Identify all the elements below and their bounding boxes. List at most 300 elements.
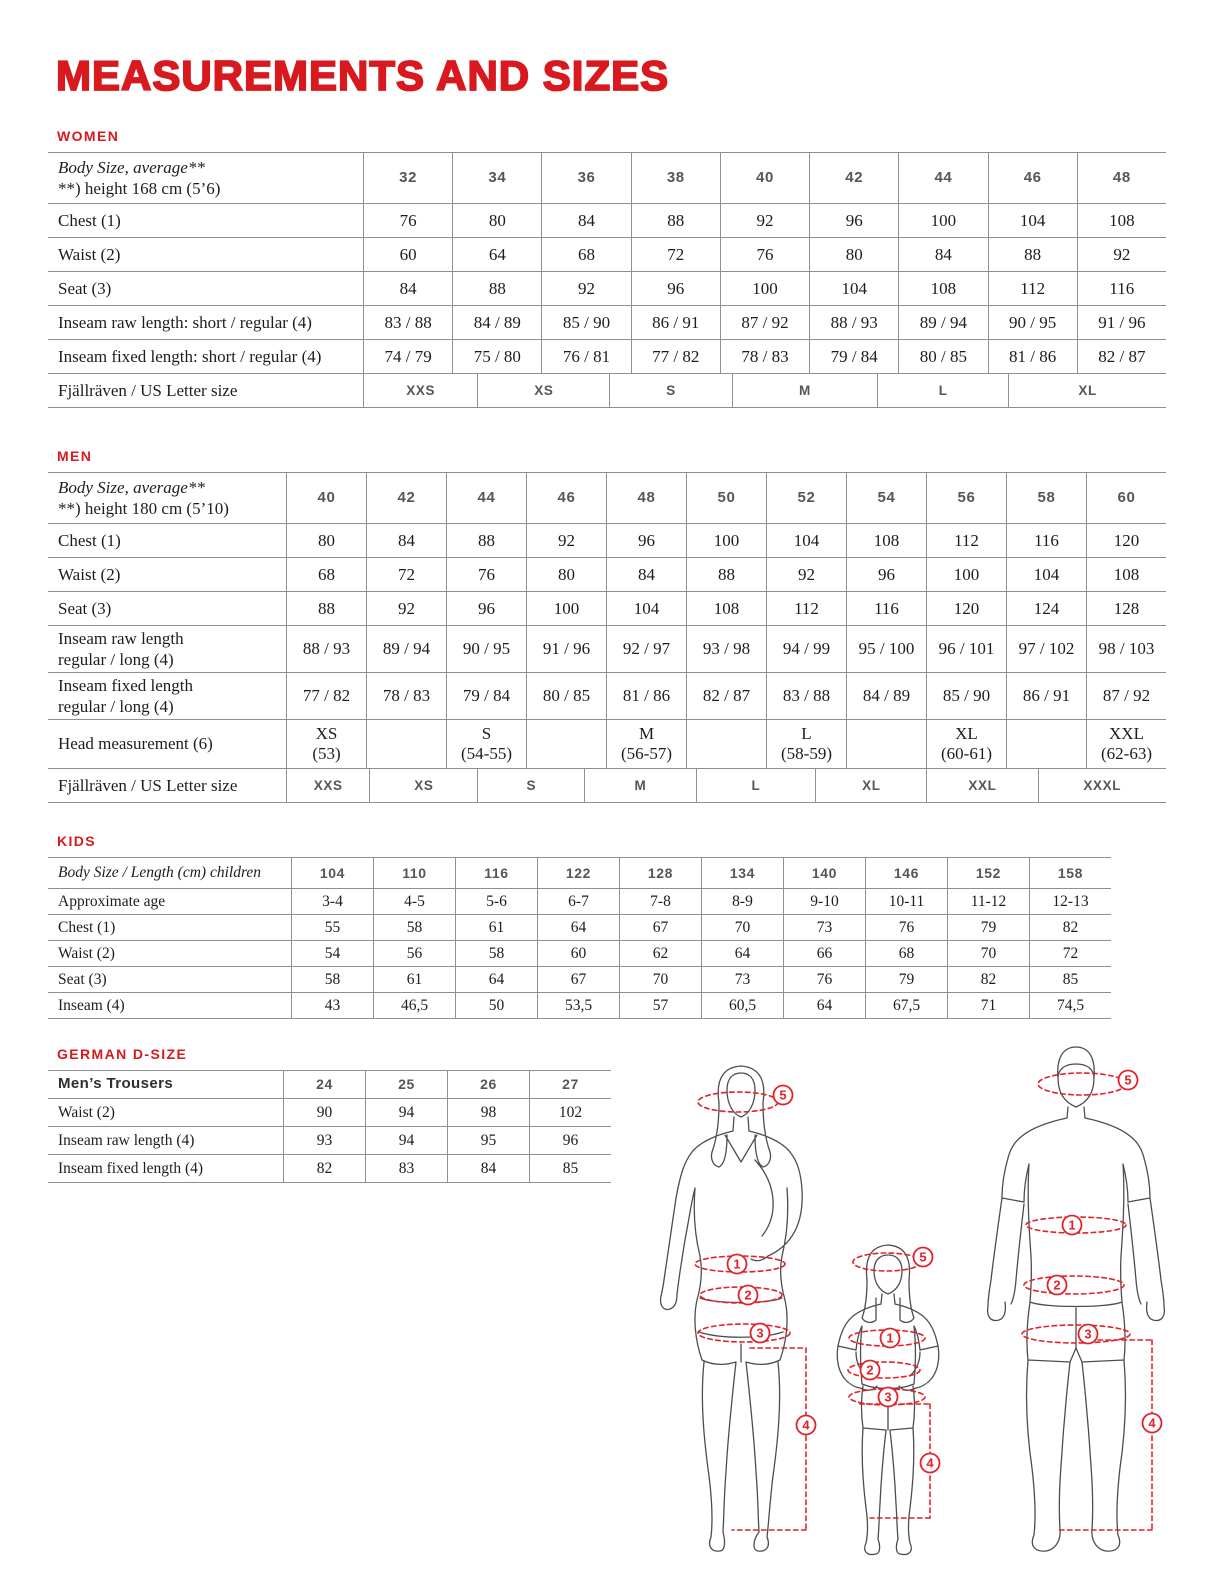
kids-measure-cell: 74,5 — [1029, 993, 1111, 1018]
men-measure-cell: 104 — [1006, 558, 1086, 591]
kids-measure-cell: 64 — [537, 915, 619, 940]
men-letter-size-cell: S — [477, 769, 584, 802]
women-size-header: 42 — [809, 153, 898, 203]
woman-waist-badge-number: 2 — [744, 1287, 752, 1303]
kids-row — [48, 966, 1111, 992]
women-row-label — [48, 272, 363, 305]
men-measure-cell: 116 — [846, 592, 926, 625]
women-measure-cell: 84 — [363, 272, 452, 305]
man-waist-measure-line — [1024, 1276, 1124, 1294]
men-row-label — [48, 673, 286, 719]
kids-size-header: 146 — [865, 858, 947, 888]
kids-measure-cell: 67,5 — [865, 993, 947, 1018]
men-head-measurement-cell — [1006, 720, 1086, 768]
german-header-label-line1: Men’s Trousers — [58, 1075, 174, 1093]
kids-measure-cell: 10-11 — [865, 889, 947, 914]
men-measure-cell: 96 — [606, 524, 686, 557]
kids-measure-cell: 55 — [291, 915, 373, 940]
women-size-table — [48, 152, 1166, 408]
men-measure-cell: 96 — [446, 592, 526, 625]
kids-row-label — [48, 993, 291, 1018]
men-letter-size-cell: XL — [815, 769, 926, 802]
men-measure-cell: 79 / 84 — [446, 673, 526, 719]
german-row-label-text: Inseam fixed length (4) — [58, 1159, 204, 1177]
women-letter-size-cell: S — [609, 374, 731, 407]
kids-measure-cell: 58 — [291, 967, 373, 992]
kids-row-label — [48, 941, 291, 966]
men-head-size: XS — [315, 724, 338, 744]
kids-row-label-text: Inseam (4) — [58, 996, 125, 1014]
child-head-badge-number: 5 — [919, 1249, 927, 1265]
german-measure-cell: 82 — [283, 1155, 365, 1182]
kids-measure-cell: 4-5 — [373, 889, 455, 914]
kids-measure-cell: 61 — [455, 915, 537, 940]
women-measure-cell: 116 — [1077, 272, 1166, 305]
women-letter-size-cell: XS — [477, 374, 609, 407]
women-measure-cell: 74 / 79 — [363, 340, 452, 373]
child-head-badge — [914, 1248, 933, 1267]
men-row — [48, 523, 1166, 557]
men-header-label — [48, 473, 286, 523]
german-row-label-text: Inseam raw length (4) — [58, 1131, 195, 1149]
german-size-header: 27 — [529, 1071, 611, 1098]
german-size-header: 24 — [283, 1071, 365, 1098]
men-measure-cell: 116 — [1006, 524, 1086, 557]
women-measure-cell: 91 / 96 — [1077, 306, 1166, 339]
man-chest-badge — [1063, 1216, 1082, 1235]
figures-illustration — [620, 1040, 1214, 1596]
men-head-range: (53) — [312, 744, 341, 763]
child-waist-measure-line — [848, 1362, 920, 1378]
woman-inseam-measure-line — [732, 1348, 806, 1530]
women-measure-cell: 83 / 88 — [363, 306, 452, 339]
man-seat-badge — [1079, 1325, 1098, 1344]
woman-head-badge — [774, 1086, 793, 1105]
men-measure-cell: 120 — [926, 592, 1006, 625]
child-inseam-measure-line — [860, 1404, 930, 1518]
kids-header-row — [48, 857, 1111, 888]
kids-size-table — [48, 857, 1111, 1019]
kids-measure-cell: 79 — [865, 967, 947, 992]
woman-seat-badge — [751, 1324, 770, 1343]
men-measure-cell: 94 / 99 — [766, 626, 846, 672]
men-letter-size-cell: XS — [369, 769, 477, 802]
men-head-measurement-cell — [926, 720, 1006, 768]
men-head-measurement-cell — [286, 720, 366, 768]
german-measure-cell: 94 — [365, 1127, 447, 1154]
measurement-figures — [620, 1040, 1214, 1596]
german-header-label — [48, 1071, 283, 1098]
kids-measure-cell: 72 — [1029, 941, 1111, 966]
men-measure-cell: 88 — [286, 592, 366, 625]
women-measure-cell: 78 / 83 — [720, 340, 809, 373]
women-measure-cell: 84 / 89 — [452, 306, 541, 339]
women-measure-cell: 81 / 86 — [988, 340, 1077, 373]
women-measure-cell: 104 — [809, 272, 898, 305]
kids-measure-cell: 82 — [1029, 915, 1111, 940]
kids-size-header: 104 — [291, 858, 373, 888]
women-measure-cell: 90 / 95 — [988, 306, 1077, 339]
kids-measure-cell: 50 — [455, 993, 537, 1018]
men-head-size: XXL — [1109, 724, 1144, 744]
child-head-measure-line — [853, 1253, 921, 1271]
man-inseam-badge-number: 4 — [1148, 1415, 1156, 1431]
women-row-label — [48, 306, 363, 339]
man-seat-badge-number: 3 — [1084, 1326, 1092, 1342]
men-measure-cell: 72 — [366, 558, 446, 591]
men-size-header: 46 — [526, 473, 606, 523]
men-head-measurement-cell — [366, 720, 446, 768]
kids-measure-cell: 82 — [947, 967, 1029, 992]
men-measure-cell: 96 — [846, 558, 926, 591]
german-row-label — [48, 1127, 283, 1154]
women-row — [48, 339, 1166, 373]
kids-measure-cell: 61 — [373, 967, 455, 992]
women-size-header: 36 — [541, 153, 630, 203]
men-measure-cell: 92 — [526, 524, 606, 557]
men-measure-cell: 85 / 90 — [926, 673, 1006, 719]
women-letter-size-row — [48, 373, 1166, 407]
kids-size-header: 116 — [455, 858, 537, 888]
men-size-header: 56 — [926, 473, 1006, 523]
men-row-label-text: Waist (2) — [58, 564, 121, 584]
men-letter-size-cell: XXXL — [1038, 769, 1167, 802]
women-header-label — [48, 153, 363, 203]
man-waist-badge — [1048, 1276, 1067, 1295]
kids-measure-cell: 53,5 — [537, 993, 619, 1018]
women-row-label-text: Waist (2) — [58, 244, 121, 264]
men-head-measurement-cell — [606, 720, 686, 768]
man-figure-outline — [988, 1047, 1165, 1551]
men-row — [48, 672, 1166, 719]
men-head-size: XL — [955, 724, 978, 744]
women-measure-cell: 85 / 90 — [541, 306, 630, 339]
men-size-header: 42 — [366, 473, 446, 523]
kids-row — [48, 992, 1111, 1018]
men-head-measurement-cell — [526, 720, 606, 768]
women-letter-size-cell: XL — [1008, 374, 1166, 407]
women-row — [48, 237, 1166, 271]
men-measure-cell: 108 — [1086, 558, 1166, 591]
section-label-kids: KIDS — [57, 833, 97, 849]
german-measure-cell: 83 — [365, 1155, 447, 1182]
men-head-range: (56-57) — [621, 744, 672, 763]
men-measure-cell: 124 — [1006, 592, 1086, 625]
kids-row-label — [48, 889, 291, 914]
men-measure-cell: 92 / 97 — [606, 626, 686, 672]
men-size-header: 48 — [606, 473, 686, 523]
women-header-label-line1: Body Size, average** — [58, 157, 205, 177]
women-row — [48, 305, 1166, 339]
women-measure-cell: 88 — [631, 204, 720, 237]
german-measure-cell: 96 — [529, 1127, 611, 1154]
men-measure-cell: 104 — [606, 592, 686, 625]
women-measure-cell: 84 — [898, 238, 987, 271]
men-measure-cell: 100 — [926, 558, 1006, 591]
women-row-label-text: Seat (3) — [58, 278, 112, 298]
men-measure-cell: 83 / 88 — [766, 673, 846, 719]
kids-size-header: 140 — [783, 858, 865, 888]
man-inseam-measure-line — [1058, 1340, 1152, 1530]
women-letter-size-cell: XXS — [363, 374, 477, 407]
men-measure-cell: 84 / 89 — [846, 673, 926, 719]
kids-size-header: 134 — [701, 858, 783, 888]
kids-measure-cell: 54 — [291, 941, 373, 966]
kids-measure-cell: 71 — [947, 993, 1029, 1018]
men-head-size: M — [638, 724, 655, 744]
kids-measure-cell: 64 — [701, 941, 783, 966]
kids-measure-cell: 76 — [783, 967, 865, 992]
women-measure-cell: 86 / 91 — [631, 306, 720, 339]
men-measure-cell: 128 — [1086, 592, 1166, 625]
german-header-row — [48, 1070, 611, 1098]
men-header-label-line2: **) height 180 cm (5’10) — [58, 499, 229, 518]
women-letter-size-label — [48, 374, 363, 407]
men-measure-cell: 88 — [686, 558, 766, 591]
kids-row-label-text: Waist (2) — [58, 944, 115, 962]
women-measure-cell: 92 — [720, 204, 809, 237]
women-measure-cell: 60 — [363, 238, 452, 271]
men-size-header: 60 — [1086, 473, 1166, 523]
kids-measure-cell: 67 — [619, 915, 701, 940]
men-head-measurement-cell — [766, 720, 846, 768]
men-head-measurement-row — [48, 719, 1166, 768]
men-row-label — [48, 626, 286, 672]
men-measure-cell: 108 — [686, 592, 766, 625]
men-head-measurement-cell — [446, 720, 526, 768]
section-women — [48, 128, 1166, 408]
kids-size-header: 128 — [619, 858, 701, 888]
women-row-label — [48, 238, 363, 271]
men-head-measurement-label — [48, 720, 286, 768]
man-waist-badge-number: 2 — [1053, 1277, 1061, 1293]
kids-header-label-line1: Body Size / Length (cm) children — [58, 864, 262, 882]
women-size-header: 38 — [631, 153, 720, 203]
women-row — [48, 271, 1166, 305]
kids-measure-cell: 73 — [783, 915, 865, 940]
men-row-label-line2: regular / long (4) — [58, 650, 174, 669]
women-letter-size-label-text: Fjällräven / US Letter size — [58, 380, 238, 400]
women-letter-size-cell: M — [732, 374, 877, 407]
german-measure-cell: 95 — [447, 1127, 529, 1154]
women-measure-cell: 80 / 85 — [898, 340, 987, 373]
child-chest-badge — [881, 1329, 900, 1348]
women-measure-cell: 64 — [452, 238, 541, 271]
kids-measure-cell: 79 — [947, 915, 1029, 940]
women-measure-cell: 96 — [631, 272, 720, 305]
men-row-label — [48, 592, 286, 625]
men-measure-cell: 80 / 85 — [526, 673, 606, 719]
woman-seat-measure-line — [698, 1324, 790, 1342]
man-head-badge — [1119, 1071, 1138, 1090]
men-row-label — [48, 558, 286, 591]
women-header-row — [48, 152, 1166, 203]
women-measure-cell: 88 — [452, 272, 541, 305]
men-size-header: 44 — [446, 473, 526, 523]
women-measure-cell: 76 — [363, 204, 452, 237]
kids-measure-cell: 12-13 — [1029, 889, 1111, 914]
women-header-label-line2: **) height 168 cm (5’6) — [58, 179, 221, 198]
men-measure-cell: 80 — [526, 558, 606, 591]
women-measure-cell: 82 / 87 — [1077, 340, 1166, 373]
kids-measure-cell: 11-12 — [947, 889, 1029, 914]
kids-row-label — [48, 915, 291, 940]
section-label-men: MEN — [57, 448, 93, 464]
german-row-label-text: Waist (2) — [58, 1103, 115, 1121]
women-measure-cell: 100 — [898, 204, 987, 237]
men-letter-size-cell: M — [584, 769, 695, 802]
child-figure — [837, 1245, 939, 1555]
kids-measure-cell: 62 — [619, 941, 701, 966]
child-seat-badge — [879, 1388, 898, 1407]
kids-row — [48, 888, 1111, 914]
women-size-header: 44 — [898, 153, 987, 203]
german-size-table — [48, 1070, 611, 1183]
men-measure-cell: 112 — [766, 592, 846, 625]
men-letter-size-label-text: Fjällräven / US Letter size — [58, 775, 238, 795]
women-measure-cell: 104 — [988, 204, 1077, 237]
women-letter-size-cell: L — [877, 374, 1008, 407]
men-measure-cell: 76 — [446, 558, 526, 591]
men-row — [48, 557, 1166, 591]
women-measure-cell: 92 — [1077, 238, 1166, 271]
women-measure-cell: 100 — [720, 272, 809, 305]
kids-measure-cell: 73 — [701, 967, 783, 992]
women-measure-cell: 88 — [988, 238, 1077, 271]
men-head-range: (60-61) — [941, 744, 992, 763]
women-measure-cell: 77 / 82 — [631, 340, 720, 373]
men-head-range: (54-55) — [461, 744, 512, 763]
german-size-header: 25 — [365, 1071, 447, 1098]
men-measure-cell: 97 / 102 — [1006, 626, 1086, 672]
men-measure-cell: 78 / 83 — [366, 673, 446, 719]
kids-header-label — [48, 858, 291, 888]
women-measure-cell: 76 / 81 — [541, 340, 630, 373]
kids-measure-cell: 58 — [373, 915, 455, 940]
men-head-measurement-cell — [846, 720, 926, 768]
german-row-label — [48, 1155, 283, 1182]
woman-inseam-badge-number: 4 — [802, 1417, 810, 1433]
kids-row — [48, 914, 1111, 940]
women-row-label-text: Inseam raw length: short / regular (4) — [58, 312, 312, 332]
men-row-label-line2: regular / long (4) — [58, 697, 174, 716]
men-measure-cell: 86 / 91 — [1006, 673, 1086, 719]
kids-measure-cell: 57 — [619, 993, 701, 1018]
men-measure-cell: 88 — [446, 524, 526, 557]
women-row-label-text: Chest (1) — [58, 210, 121, 230]
women-measure-cell: 80 — [452, 204, 541, 237]
german-measure-cell: 85 — [529, 1155, 611, 1182]
men-measure-cell: 100 — [526, 592, 606, 625]
kids-row-label-text: Approximate age — [58, 892, 166, 910]
kids-measure-cell: 76 — [865, 915, 947, 940]
kids-measure-cell: 6-7 — [537, 889, 619, 914]
page-title: MEASUREMENTS AND SIZES — [56, 52, 670, 99]
kids-measure-cell: 7-8 — [619, 889, 701, 914]
kids-measure-cell: 70 — [701, 915, 783, 940]
women-measure-cell: 108 — [1077, 204, 1166, 237]
men-measure-cell: 90 / 95 — [446, 626, 526, 672]
man-head-measure-line — [1038, 1073, 1126, 1095]
section-label-women: WOMEN — [57, 128, 120, 144]
men-measure-cell: 92 — [766, 558, 846, 591]
men-measure-cell: 87 / 92 — [1086, 673, 1166, 719]
women-size-header: 46 — [988, 153, 1077, 203]
women-row-label — [48, 340, 363, 373]
men-letter-size-label — [48, 769, 286, 802]
men-head-size: S — [481, 724, 492, 744]
women-measure-cell: 84 — [541, 204, 630, 237]
german-measure-cell: 94 — [365, 1099, 447, 1126]
kids-measure-cell: 56 — [373, 941, 455, 966]
men-row-label-line1: Inseam fixed length — [58, 675, 194, 695]
german-measure-cell: 102 — [529, 1099, 611, 1126]
men-header-row — [48, 472, 1166, 523]
women-row-label-text: Inseam fixed length: short / regular (4) — [58, 346, 322, 366]
men-head-measurement-cell — [1086, 720, 1166, 768]
men-size-header: 54 — [846, 473, 926, 523]
men-measure-cell: 77 / 82 — [286, 673, 366, 719]
women-measure-cell: 79 / 84 — [809, 340, 898, 373]
woman-chest-badge — [728, 1255, 747, 1274]
german-row — [48, 1154, 611, 1182]
women-size-header: 40 — [720, 153, 809, 203]
kids-size-header: 122 — [537, 858, 619, 888]
german-row — [48, 1126, 611, 1154]
women-size-header: 34 — [452, 153, 541, 203]
kids-measure-cell: 8-9 — [701, 889, 783, 914]
women-measure-cell: 89 / 94 — [898, 306, 987, 339]
section-german-d-size — [48, 1046, 611, 1183]
kids-measure-cell: 64 — [455, 967, 537, 992]
women-measure-cell: 92 — [541, 272, 630, 305]
kids-size-header: 152 — [947, 858, 1029, 888]
men-measure-cell: 108 — [846, 524, 926, 557]
men-measure-cell: 98 / 103 — [1086, 626, 1166, 672]
men-measure-cell: 95 / 100 — [846, 626, 926, 672]
men-letter-size-cell: XXL — [926, 769, 1037, 802]
german-measure-cell: 90 — [283, 1099, 365, 1126]
men-size-header: 58 — [1006, 473, 1086, 523]
woman-figure-outline — [661, 1066, 803, 1551]
men-size-table — [48, 472, 1166, 803]
men-letter-size-cell: XXS — [286, 769, 369, 802]
man-inseam-badge — [1143, 1414, 1162, 1433]
women-measure-cell: 72 — [631, 238, 720, 271]
men-row — [48, 591, 1166, 625]
kids-row-label-text: Chest (1) — [58, 918, 116, 936]
men-row-label-text: Seat (3) — [58, 598, 112, 618]
men-measure-cell: 96 / 101 — [926, 626, 1006, 672]
woman-inseam-badge — [797, 1416, 816, 1435]
men-row — [48, 625, 1166, 672]
men-measure-cell: 100 — [686, 524, 766, 557]
men-measure-cell: 112 — [926, 524, 1006, 557]
child-inseam-badge — [921, 1454, 940, 1473]
section-men — [48, 448, 1166, 803]
man-figure — [988, 1047, 1165, 1551]
child-waist-badge — [861, 1361, 880, 1380]
men-head-range: (58-59) — [781, 744, 832, 763]
woman-waist-badge — [739, 1286, 758, 1305]
woman-chest-badge-number: 1 — [733, 1256, 741, 1272]
kids-row-label — [48, 967, 291, 992]
man-head-badge-number: 5 — [1124, 1072, 1132, 1088]
kids-measure-cell: 66 — [783, 941, 865, 966]
woman-figure — [661, 1066, 816, 1551]
men-measure-cell: 84 — [606, 558, 686, 591]
child-chest-badge-number: 1 — [886, 1330, 894, 1346]
